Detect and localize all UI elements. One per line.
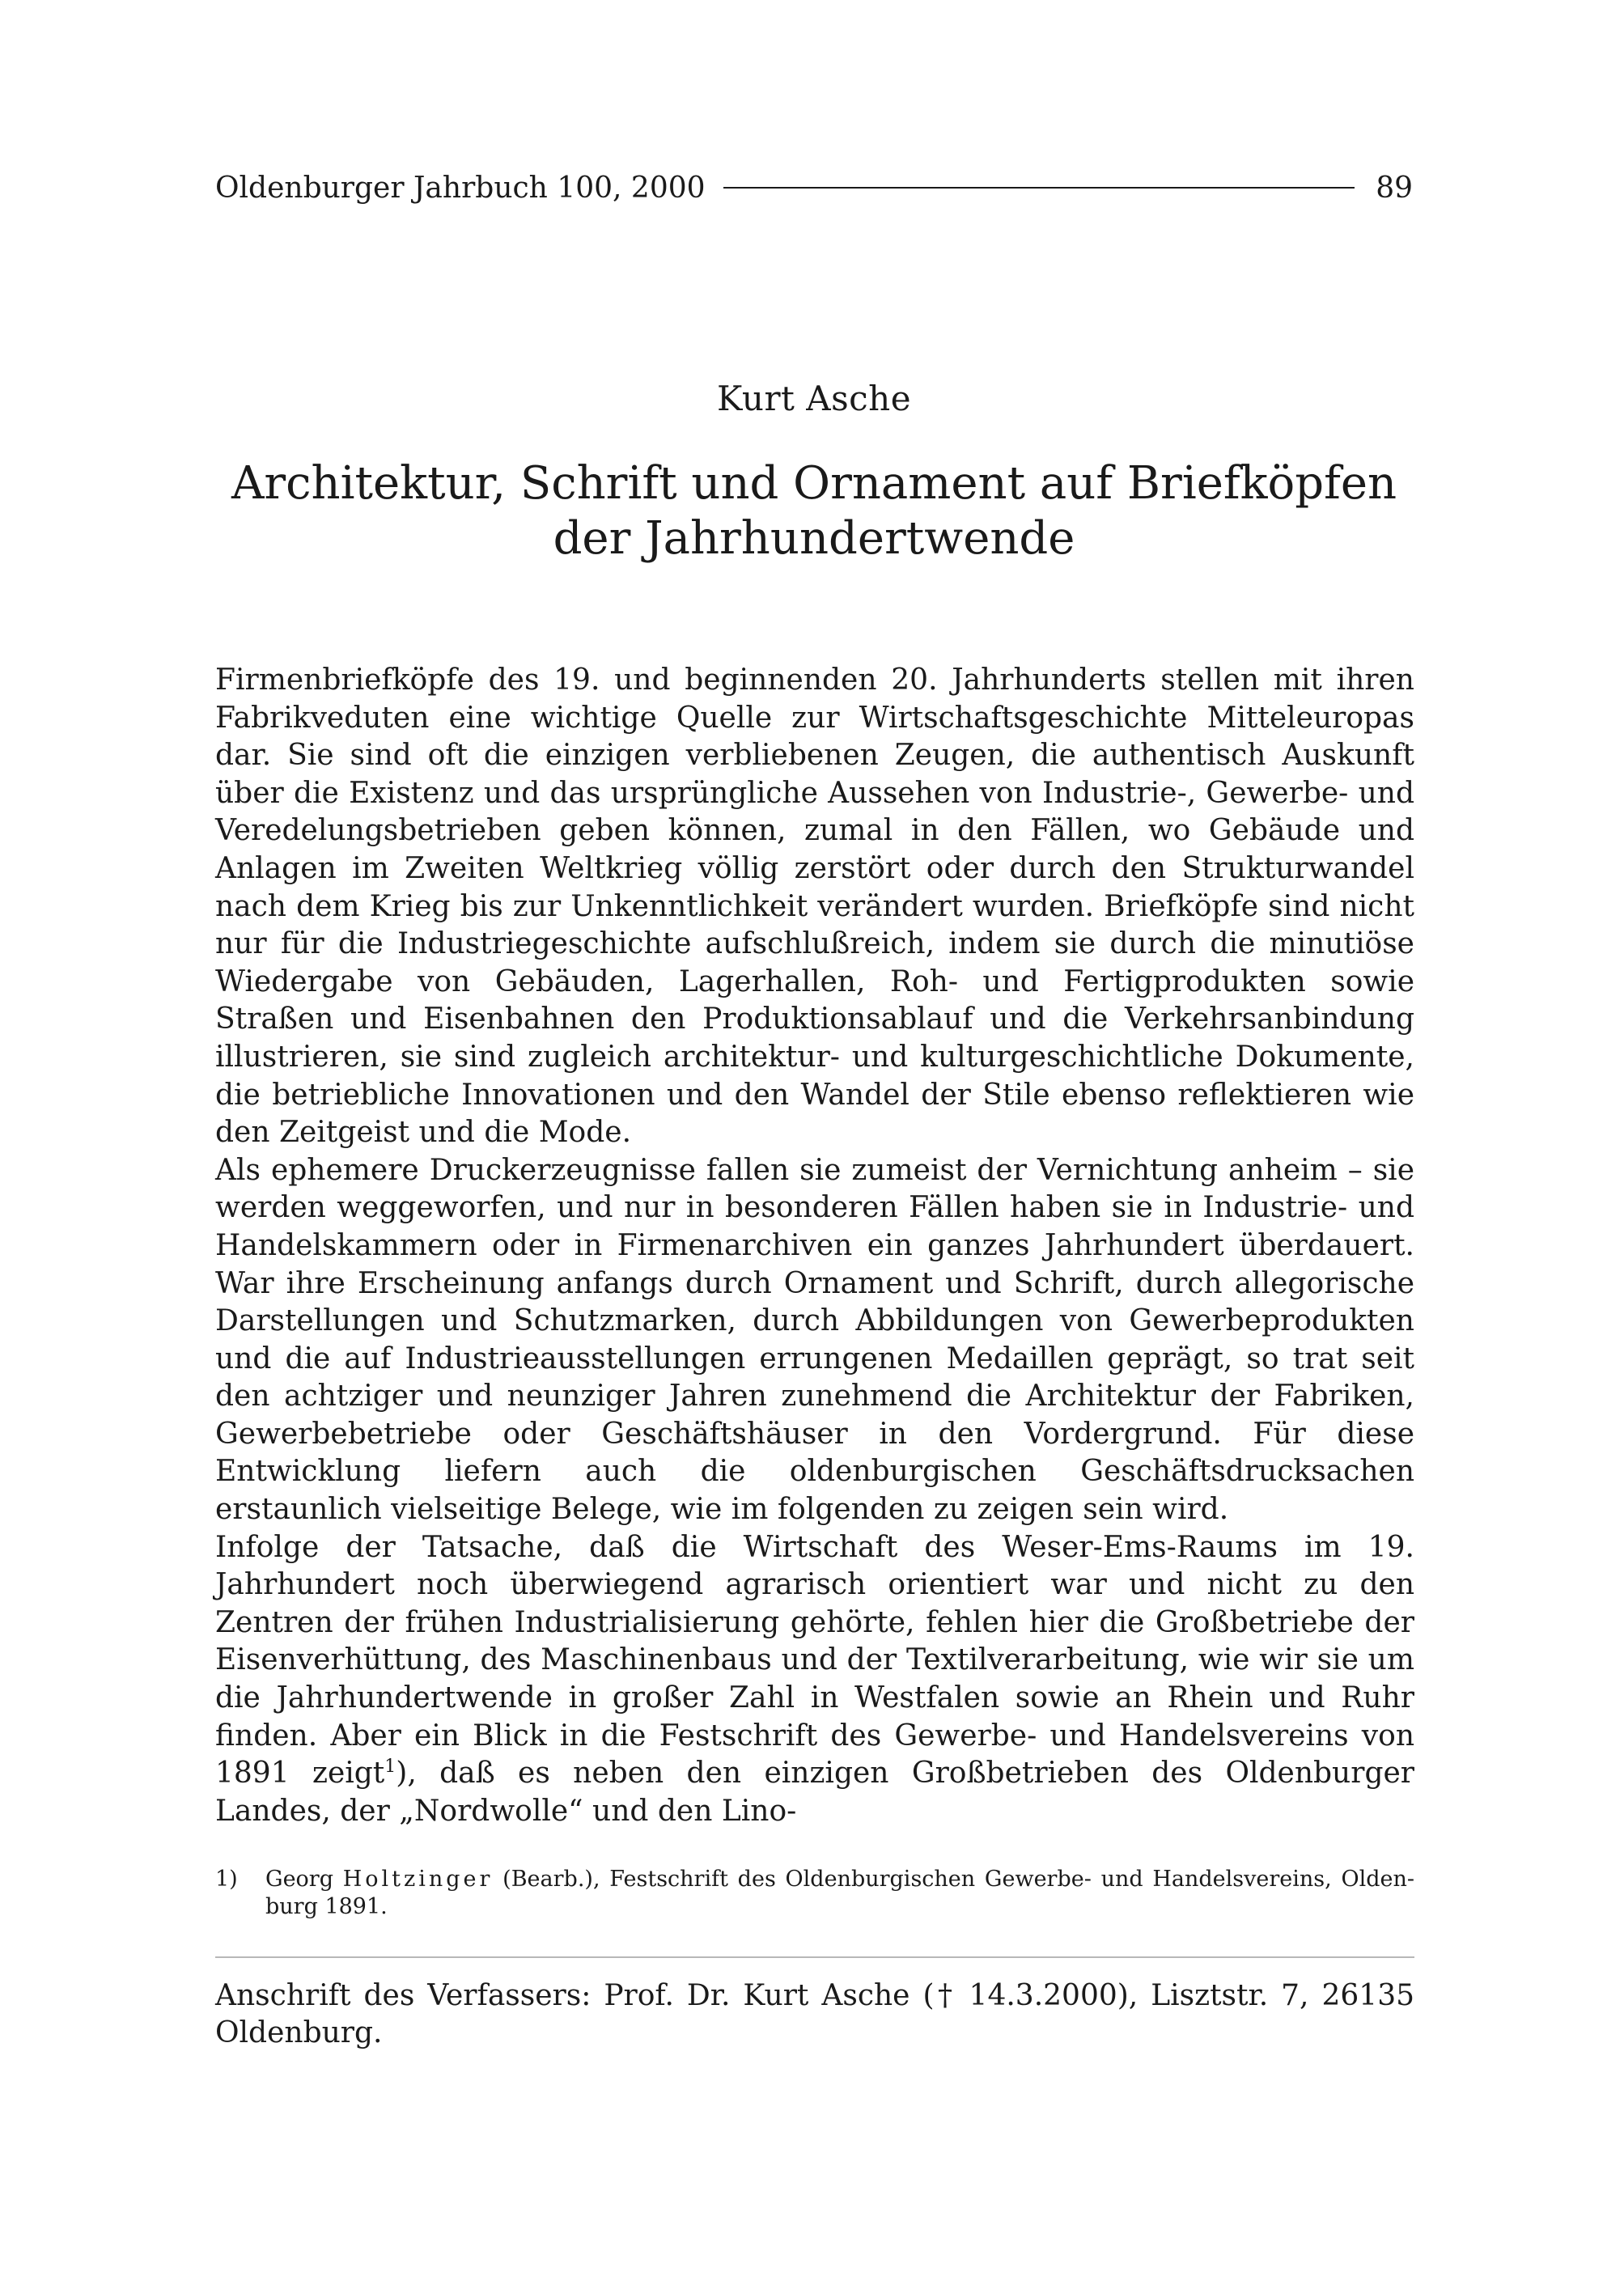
article-title-line-1: Architektur, Schrift und Ornament auf Briefköpfen [231,457,1397,510]
running-head-rule [723,187,1355,189]
article-body [215,662,1414,1830]
footnote-author-prefix: Georg [265,1867,343,1892]
footnote-mark: 1) [215,1867,238,1892]
article-title [215,456,1413,566]
footnote-author-surname: Holtzinger [342,1867,494,1892]
body-paragraph-3-part-2: ), daß es neben den einzigen Großbetrieben des Oldenburger Landes, der „Nordwolle“ und den Lino- [215,1757,1415,1828]
page-number: 89 [1376,171,1413,205]
body-paragraph-3-part-1: Infolge der Tatsache, daß die Wirtschaft des Weser-Ems-Raums im 19. Jahrhundert noch überwiegend agrarisch orientiert war und nicht zu den Zentren der frühen Industrialisierung gehörte, fehlen hier die Großbetriebe der Eisenverhüttung, des Maschinenbaus und der Textilverarbeitung, wie wir sie um die Jahrhundertwende in großer Zahl in Westfalen sowie an Rhein und Ruhr finden. Aber ein Blick in die Festschrift des Gewerbe- und Handelsvereins von 1891 zeigt [215,1530,1414,1791]
running-head [215,167,1413,209]
article-author: Kurt Asche [716,379,912,418]
footnote [215,1866,1414,1921]
footer-divider [215,1956,1414,1958]
author-address: Anschrift des Verfassers: Prof. Dr. Kurt Asche († 14.3.2000), Lisztstr. 7, 26135 Oldenburg. [215,1979,1414,2049]
body-paragraph-3 [215,1529,1414,1831]
footnote-text [265,1866,1414,1921]
body-paragraph-1: Firmenbriefköpfe des 19. und beginnenden 20. Jahrhunderts stellen mit ihren Fabrikveduten eine wichtige Quelle zur Wirtschaftsgeschichte Mitteleuropas dar. Sie sind oft die einzigen verbliebenen Zeugen, die authentisch Auskunft über die Existenz und das ursprüngliche Aussehen von Industrie-, Gewerbe- und Veredelungsbetrieben geben können, zumal in den Fällen, wo Gebäude und Anlagen im Zweiten Weltkrieg völlig zerstört oder durch den Strukturwandel nach dem Krieg bis zur Unkenntlichkeit verändert wurden. Briefköpfe sind nicht nur für die Industriegeschichte aufschlußreich, indem sie durch die minutiöse Wiedergabe von Gebäuden, Lagerhallen, Roh- und Fertigprodukten sowie Straßen und Eisenbahnen den Produktionsablauf und die Verkehrsanbindung illustrieren, sie sind zugleich architektur- und kulturgeschichtliche Dokumente, die betriebliche Innovationen und den Wandel der Stile ebenso reflektieren wie den Zeitgeist und die Mode. [215,663,1414,1150]
journal-title: Oldenburger Jahrbuch 100, 2000 [215,171,706,205]
footnote-reference[interactable]: 1 [384,1757,396,1778]
footnote-citation: (Bearb.), Festschrift des Oldenburgischen Gewerbe- und Handelsvereins, Oldenburg 1891. [265,1867,1415,1919]
article-title-line-2: der Jahrhundertwende [553,512,1075,565]
body-paragraph-2: Als ephemere Druckerzeugnisse fallen sie zumeist der Vernichtung anheim – sie werden weggeworfen, und nur in besonderen Fällen haben sie in Industrie- und Handelskammern oder in Firmenarchiven ein ganzes Jahrhundert überdauert. War ihre Erscheinung anfangs durch Ornament und Schrift, durch allegorische Darstellungen und Schutzmarken, durch Abbildungen von Gewerbeprodukten und die auf Industrieausstellungen errungenen Medaillen geprägt, so trat seit den achtziger und neunziger Jahren zunehmend die Architektur der Fabriken, Gewerbebetriebe oder Geschäftshäuser in den Vordergrund. Für diese Entwicklung liefern auch die oldenburgischen Geschäftsdrucksachen erstaunlich vielseitige Belege, wie im folgenden zu zeigen sein wird. [215,1153,1414,1527]
